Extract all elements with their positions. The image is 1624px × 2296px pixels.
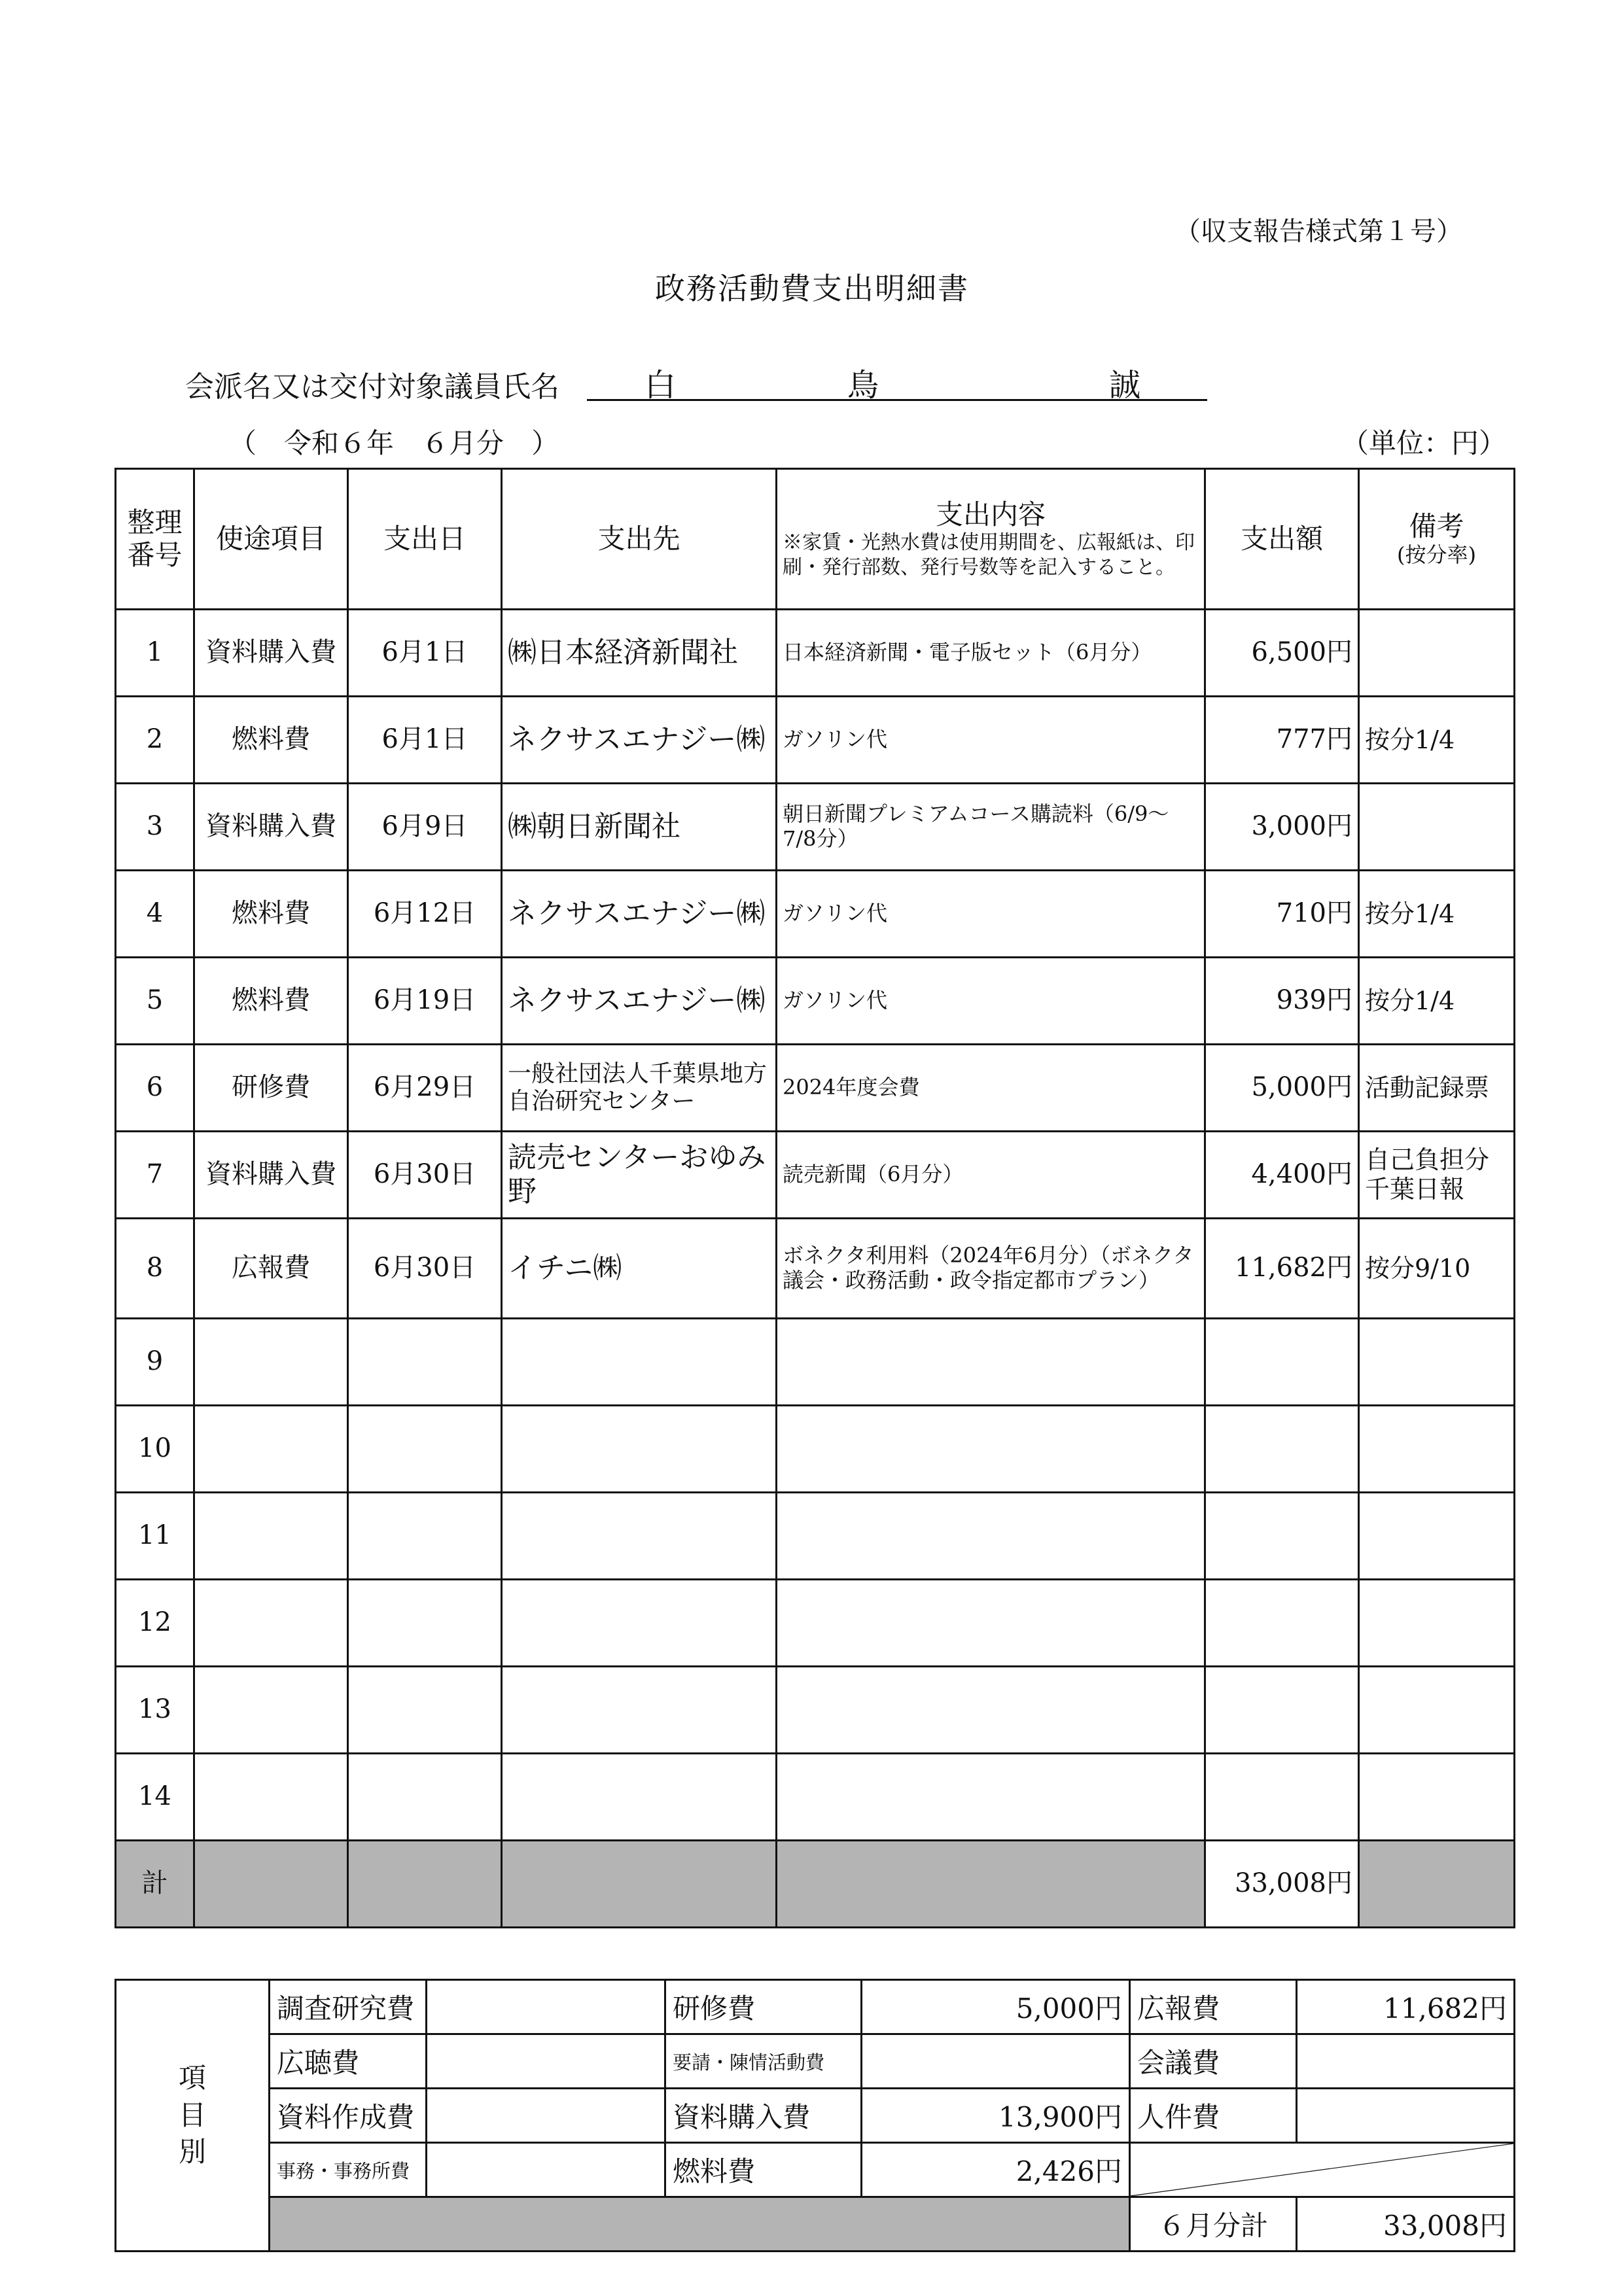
category-summary-table: [115, 1979, 1515, 2252]
row-use: [194, 1754, 348, 1841]
row-use: [194, 1667, 348, 1754]
table-row: [116, 1045, 1515, 1132]
summary-label-meeting: 会議費: [1130, 2034, 1297, 2089]
row-number: 9: [116, 1319, 194, 1406]
summary-label-materials: 資料購入費: [665, 2089, 862, 2143]
row-number: 11: [116, 1493, 194, 1580]
row-note: 按分9/10: [1359, 1219, 1515, 1319]
row-number: 3: [116, 784, 194, 871]
row-use: [194, 1580, 348, 1667]
summary-label-training: 研修費: [665, 1980, 862, 2034]
row-note: [1359, 1580, 1515, 1667]
row-date: [348, 1319, 502, 1406]
row-number: 14: [116, 1754, 194, 1841]
summary-value-fuel: 2,426円: [862, 2143, 1130, 2197]
row-content: 朝日新聞プレミアムコース購読料（6/9～7/8分）: [777, 784, 1205, 871]
row-content: [777, 1406, 1205, 1493]
diagonal-strike: [1131, 2144, 1513, 2196]
row-number: 13: [116, 1667, 194, 1754]
summary-row: [116, 2143, 1515, 2197]
total-row: [116, 1841, 1515, 1928]
summary-row: [116, 2034, 1515, 2089]
row-amount: [1205, 1667, 1359, 1754]
row-note: [1359, 1406, 1515, 1493]
total-blank-cell: [1359, 1841, 1515, 1928]
summary-value-meeting: [1297, 2034, 1515, 2089]
total-blank-cell: [777, 1841, 1205, 1928]
summary-row: [116, 1980, 1515, 2034]
total-blank-cell: [194, 1841, 348, 1928]
summary-label-hearing: 広聴費: [270, 2034, 427, 2089]
total-amount: 33,008円: [1205, 1841, 1359, 1928]
table-row: [116, 610, 1515, 697]
row-date: [348, 1406, 502, 1493]
row-number: 1: [116, 610, 194, 697]
row-amount: [1205, 1319, 1359, 1406]
row-amount: 777円: [1205, 697, 1359, 784]
summary-value-personnel: [1297, 2089, 1515, 2143]
header-remarks-sub: (按分率): [1397, 542, 1476, 567]
summary-value-office: [427, 2143, 665, 2197]
row-note: 自己負担分千葉日報: [1359, 1132, 1515, 1219]
row-number: 12: [116, 1580, 194, 1667]
total-blank-cell: [348, 1841, 502, 1928]
table-row: [116, 1406, 1515, 1493]
table-row: [116, 1493, 1515, 1580]
row-amount: [1205, 1580, 1359, 1667]
summary-label-office: 事務・事務所費: [270, 2143, 427, 2197]
row-date: [348, 1580, 502, 1667]
row-number: 5: [116, 958, 194, 1045]
table-row: [116, 1319, 1515, 1406]
row-note: [1359, 610, 1515, 697]
row-amount: [1205, 1754, 1359, 1841]
row-use: 資料購入費: [194, 784, 348, 871]
row-amount: 11,682円: [1205, 1219, 1359, 1319]
header-content-note: ※家賃・光熱水費は使用期間を、広報紙は、印刷・発行部数、発行号数等を記入すること。: [783, 531, 1195, 579]
document-title: 政務活動費支出明細書: [655, 271, 969, 306]
table-row: [116, 1754, 1515, 1841]
row-note: 按分1/4: [1359, 958, 1515, 1045]
header-use: 使途項目: [194, 469, 348, 610]
row-number: 4: [116, 871, 194, 958]
table-row: [116, 958, 1515, 1045]
table-row: [116, 784, 1515, 871]
row-note: 按分1/4: [1359, 697, 1515, 784]
row-date: 6月30日: [348, 1219, 502, 1319]
row-date: 6月19日: [348, 958, 502, 1045]
row-payee: ㈱日本経済新聞社: [502, 610, 777, 697]
summary-value-research: [427, 1980, 665, 2034]
row-date: 6月1日: [348, 697, 502, 784]
row-date: 6月1日: [348, 610, 502, 697]
row-amount: 710円: [1205, 871, 1359, 958]
reporting-period: （ 令和６年 ６月分 ）: [229, 427, 559, 459]
member-name-char: 鳥: [847, 367, 879, 404]
header-content: [777, 469, 1205, 610]
month-total-label: ６月分計: [1130, 2197, 1297, 2252]
row-payee: [502, 1319, 777, 1406]
row-amount: 3,000円: [1205, 784, 1359, 871]
summary-value-materials: 13,900円: [862, 2089, 1130, 2143]
summary-value-petition: [862, 2034, 1130, 2089]
summary-total-row: [116, 2197, 1515, 2252]
summary-value-documents: [427, 2089, 665, 2143]
row-date: 6月30日: [348, 1132, 502, 1219]
row-content: ガソリン代: [777, 958, 1205, 1045]
row-amount: [1205, 1493, 1359, 1580]
row-use: 資料購入費: [194, 1132, 348, 1219]
row-payee: ネクサスエナジー㈱: [502, 871, 777, 958]
row-note: 活動記録票: [1359, 1045, 1515, 1132]
row-amount: 4,400円: [1205, 1132, 1359, 1219]
row-payee: イチニ㈱: [502, 1219, 777, 1319]
summary-value-training: 5,000円: [862, 1980, 1130, 2034]
row-note: 按分1/4: [1359, 871, 1515, 958]
row-payee: [502, 1667, 777, 1754]
row-payee: ネクサスエナジー㈱: [502, 697, 777, 784]
row-note: [1359, 1493, 1515, 1580]
category-label: 項 目 別: [116, 1980, 270, 2252]
row-payee: ネクサスエナジー㈱: [502, 958, 777, 1045]
table-row: [116, 1667, 1515, 1754]
row-content: 読売新聞（6月分）: [777, 1132, 1205, 1219]
month-total-amount: 33,008円: [1297, 2197, 1515, 2252]
row-use: 燃料費: [194, 697, 348, 784]
row-payee: [502, 1754, 777, 1841]
member-name-char: 白: [644, 367, 677, 404]
row-content: [777, 1493, 1205, 1580]
total-blank-cell: [502, 1841, 777, 1928]
row-content: [777, 1319, 1205, 1406]
row-use: [194, 1493, 348, 1580]
summary-label-petition: 要請・陳情活動費: [665, 2034, 862, 2089]
row-date: 6月29日: [348, 1045, 502, 1132]
row-content: 日本経済新聞・電子版セット（6月分）: [777, 610, 1205, 697]
row-number: 10: [116, 1406, 194, 1493]
strikeout-cell: [1130, 2143, 1515, 2197]
row-content: ガソリン代: [777, 871, 1205, 958]
table-row: [116, 697, 1515, 784]
header-amount: 支出額: [1205, 469, 1359, 610]
row-date: 6月9日: [348, 784, 502, 871]
row-date: [348, 1754, 502, 1841]
row-payee: [502, 1493, 777, 1580]
summary-value-hearing: [427, 2034, 665, 2089]
table-row: [116, 1219, 1515, 1319]
row-amount: 5,000円: [1205, 1045, 1359, 1132]
row-number: 8: [116, 1219, 194, 1319]
row-use: 燃料費: [194, 871, 348, 958]
row-date: [348, 1667, 502, 1754]
table-header-row: [116, 469, 1515, 610]
row-content: ガソリン代: [777, 697, 1205, 784]
row-payee: [502, 1406, 777, 1493]
expenditure-table: [115, 468, 1515, 1928]
row-note: [1359, 1754, 1515, 1841]
header-payee: 支出先: [502, 469, 777, 610]
row-content: [777, 1754, 1205, 1841]
row-use: 資料購入費: [194, 610, 348, 697]
header-remarks-title: 備考: [1409, 510, 1464, 543]
row-content: [777, 1667, 1205, 1754]
header-number: 整理 番号: [116, 469, 194, 610]
header-remarks: [1359, 469, 1515, 610]
row-note: [1359, 1667, 1515, 1754]
summary-label-fuel: 燃料費: [665, 2143, 862, 2197]
row-amount: 6,500円: [1205, 610, 1359, 697]
row-content: 2024年度会費: [777, 1045, 1205, 1132]
row-payee: 読売センターおゆみ野: [502, 1132, 777, 1219]
member-name-label: 会派名又は交付対象議員氏名: [185, 370, 559, 404]
row-number: 6: [116, 1045, 194, 1132]
row-payee: 一般社団法人千葉県地方自治研究センター: [502, 1045, 777, 1132]
row-note: [1359, 784, 1515, 871]
row-content: ボネクタ利用料（2024年6月分）（ボネクタ議会・政務活動・政令指定都市プラン）: [777, 1219, 1205, 1319]
table-row: [116, 871, 1515, 958]
header-content-title: 支出内容: [935, 498, 1046, 531]
table-row: [116, 1580, 1515, 1667]
row-payee: ㈱朝日新聞社: [502, 784, 777, 871]
summary-label-research: 調査研究費: [270, 1980, 427, 2034]
table-row: [116, 1132, 1515, 1219]
summary-label-publicity: 広報費: [1130, 1980, 1297, 2034]
summary-shaded-cell: [270, 2197, 1130, 2252]
summary-row: [116, 2089, 1515, 2143]
row-use: 研修費: [194, 1045, 348, 1132]
row-payee: [502, 1580, 777, 1667]
row-use: 燃料費: [194, 958, 348, 1045]
row-use: [194, 1406, 348, 1493]
unit-label: （単位：円）: [1341, 427, 1507, 459]
row-number: 7: [116, 1132, 194, 1219]
total-label: 計: [116, 1841, 194, 1928]
row-note: [1359, 1319, 1515, 1406]
row-amount: 939円: [1205, 958, 1359, 1045]
summary-label-documents: 資料作成費: [270, 2089, 427, 2143]
row-use: [194, 1319, 348, 1406]
row-amount: [1205, 1406, 1359, 1493]
row-date: [348, 1493, 502, 1580]
summary-value-publicity: 11,682円: [1297, 1980, 1515, 2034]
row-content: [777, 1580, 1205, 1667]
summary-label-personnel: 人件費: [1130, 2089, 1297, 2143]
row-date: 6月12日: [348, 871, 502, 958]
header-date: 支出日: [348, 469, 502, 610]
row-number: 2: [116, 697, 194, 784]
member-name-char: 誠: [1109, 367, 1141, 404]
form-number: （収支報告様式第１号）: [1174, 217, 1462, 247]
row-use: 広報費: [194, 1219, 348, 1319]
